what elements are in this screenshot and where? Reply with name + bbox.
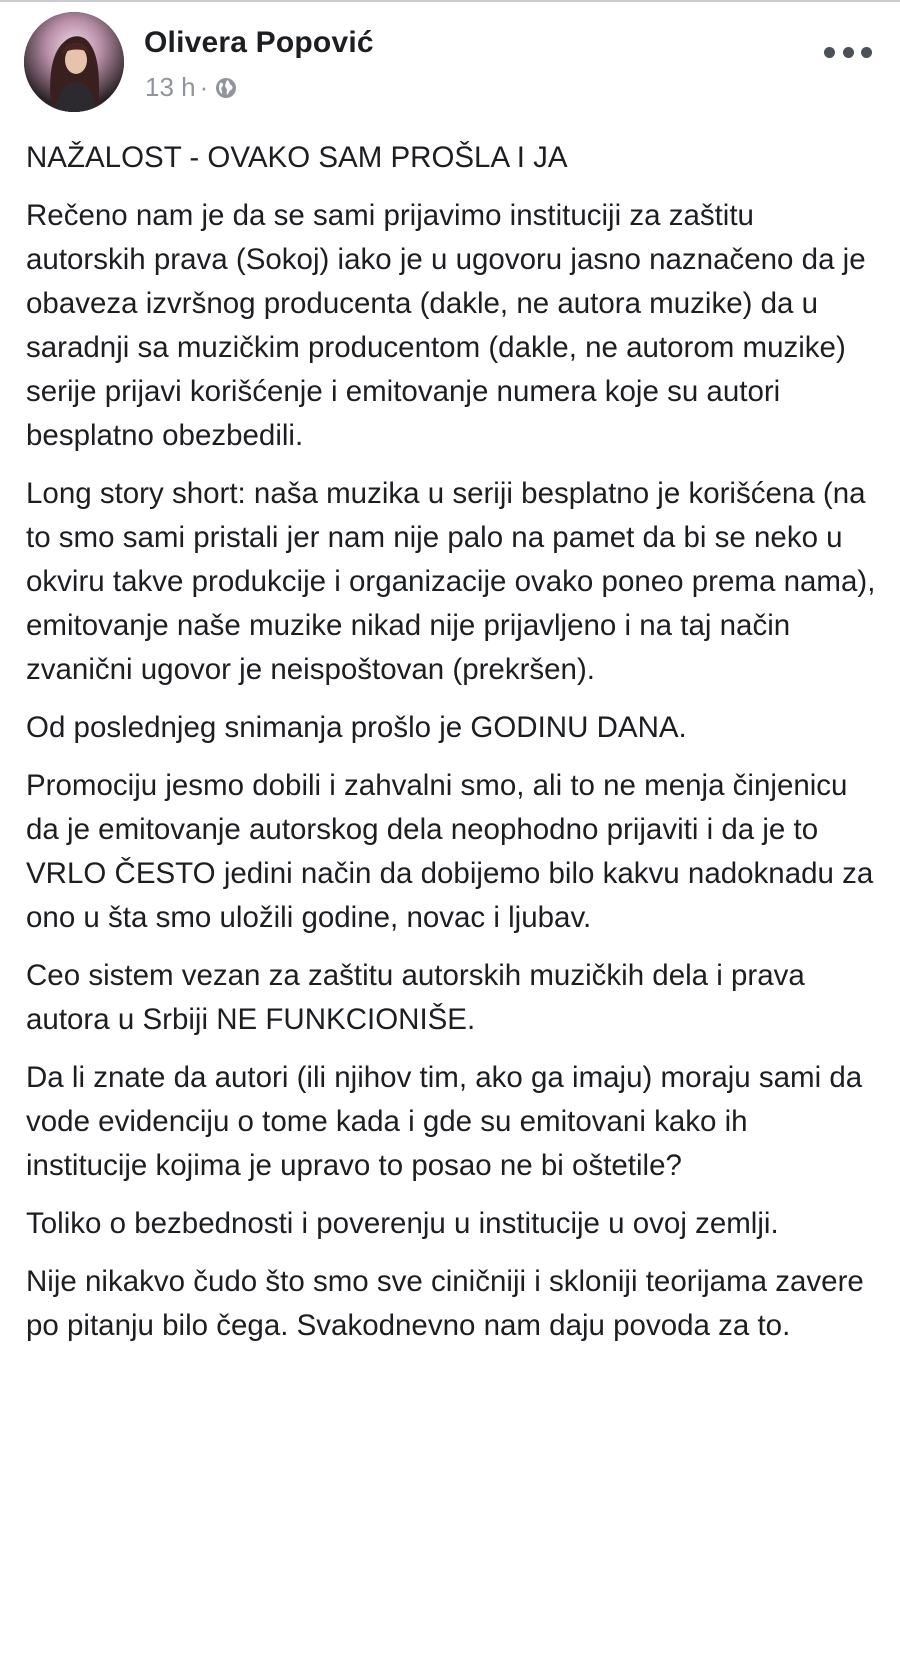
post-meta xyxy=(145,72,238,103)
globe-icon xyxy=(214,76,238,100)
more-horizontal-icon[interactable] xyxy=(824,40,872,64)
more-dot xyxy=(824,47,835,58)
more-dot xyxy=(861,47,872,58)
author-name[interactable]: Olivera Popović xyxy=(144,26,374,59)
post-paragraph: Rečeno nam je da se sami prijavimo instituciji za zaštitu autorskih prava (Sokoj) iako je u ugovoru jasno naznačeno da je obaveza izvršnog producenta (dakle, ne autora muzike) da u saradnji sa muzičkim producentom (dakle, ne autorom muzike) serije prijavi korišćenje i emitovanje numera koje su autori besplatno obezbedili. xyxy=(26,199,866,452)
post-paragraph: Nije nikakvo čudo što smo sve ciničniji i skloniji teorijama zavere po pitanju bilo čega. Svakodnevno nam daju povoda za to. xyxy=(26,1265,864,1342)
meta-separator: · xyxy=(199,72,209,102)
post-paragraph: Toliko o bezbednosti i poverenju u institucije u ovoj zemlji. xyxy=(26,1207,779,1240)
avatar-photo xyxy=(24,12,124,112)
post-header xyxy=(24,12,876,112)
post-paragraph: Promociju jesmo dobili i zahvalni smo, ali to ne menja činjenicu da je emitovanje autorskog dela neophodno prijaviti i da je to VRLO ČESTO jedini način da dobijemo bilo kakvu nadoknadu za ono u šta smo uložili godine, novac i ljubav. xyxy=(26,769,874,934)
more-dot xyxy=(843,47,854,58)
top-divider xyxy=(0,0,900,2)
avatar[interactable] xyxy=(24,12,124,112)
post-paragraph: Od poslednjeg snimanja prošlo je GODINU DANA. xyxy=(26,711,687,744)
post-paragraph: Ceo sistem vezan za zaštitu autorskih muzičkih dela i prava autora u Srbiji NE FUNKCIONIŠE. xyxy=(26,959,805,1036)
post-paragraph: NAŽALOST - OVAKO SAM PROŠLA I JA xyxy=(26,141,568,174)
post-paragraph: Long story short: naša muzika u seriji besplatno je korišćena (na to smo sami pristali jer nam nije palo na pamet da bi se neko u okviru takve produkcije i organizacije ovako poneo prema nama), emitovanje naše muzike nikad nije prijavljeno i na taj način zvanični ugovor je neispoštovan (prekršen). xyxy=(26,477,876,686)
post-timestamp[interactable]: 13 h xyxy=(145,72,196,102)
post-text xyxy=(26,136,876,1362)
post-paragraph: Da li znate da autori (ili njihov tim, ako ga imaju) moraju sami da vode evidenciju o tome kada i gde su emitovani kako ih institucije kojima je upravo to posao ne bi oštetile? xyxy=(26,1061,863,1182)
